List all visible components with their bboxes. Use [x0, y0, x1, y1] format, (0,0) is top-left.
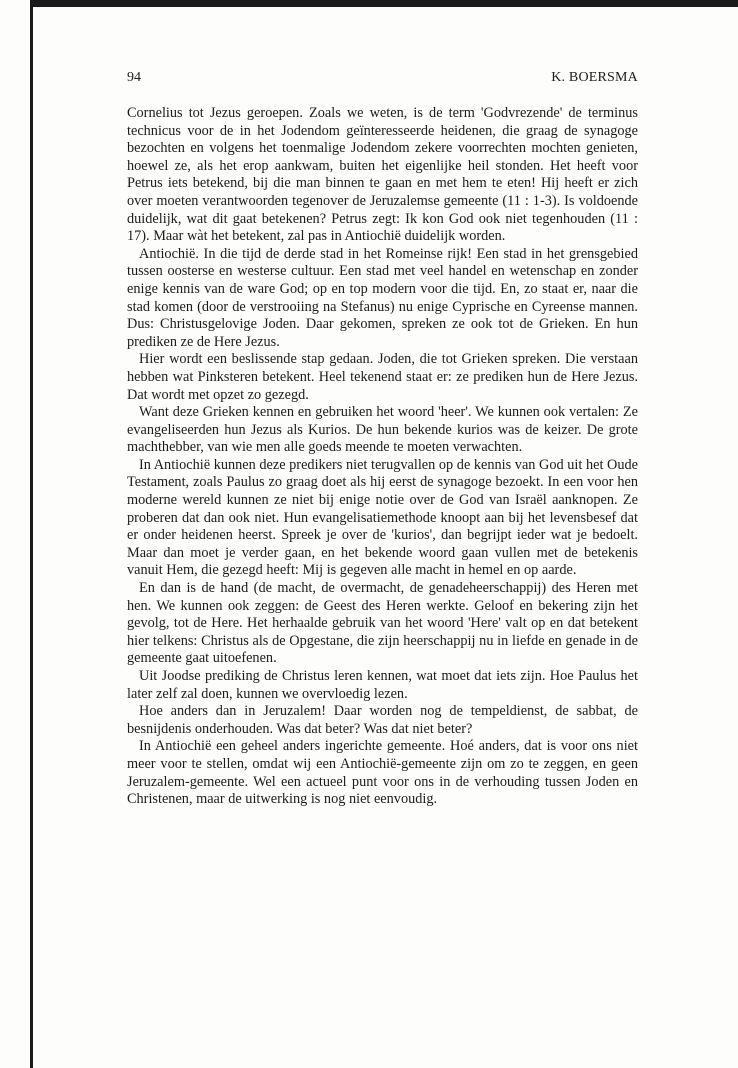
paragraph-4: Want deze Grieken kennen en gebruiken het woord 'heer'. We kunnen ook vertalen: Ze evangeliseerden hun Jezus als Kurios. De hun bekende kurios was de keizer. De grote machthebber, van wie men alle goeds meende te moeten verwachten.: [127, 404, 638, 456]
running-head-author: K. BOERSMA: [551, 70, 638, 85]
paragraph-9: In Antiochië een geheel anders ingerichte gemeente. Hoé anders, dat is voor ons niet meer voor te stellen, omdat wij een Antiochië-gemeente zijn om zo te zeggen, en geen Jeruzalem-gemeente. Wel een actueel punt voor ons in de verhouding tussen Joden en Christenen, maar de uitwerking is nog niet eenvoudig.: [127, 738, 638, 808]
page-header: [127, 70, 638, 90]
scan-edge-top: [32, 0, 738, 7]
paragraph-1: Cornelius tot Jezus geroepen. Zoals we weten, is de term 'Godvrezende' de terminus technicus voor de in het Jodendom geïnteresseerde heidenen, die graag de synagoge bezochten en volgens het toenmalige Jodendom zekere voorrechten mochten genieten, hoewel ze, als het erop aankwam, buiten het eigenlijke heil stonden. Het heeft voor Petrus iets betekend, bij die man binnen te gaan en met hem te eten! Hij heeft er zich over moeten verantwoorden tegenover de Jeruzalemse gemeente (11 : 1-3). Is voldoende duidelijk, wat dit gaat betekenen? Petrus zegt: Ik kon God ook niet tegenhouden (11 : 17). Maar wàt het betekent, zal pas in Antiochië duidelijk worden.: [127, 105, 638, 245]
paragraph-7: Uit Joodse prediking de Christus leren kennen, wat moet dat iets zijn. Hoe Paulus het later zelf zal doen, kunnen we overvloedig lezen.: [127, 668, 638, 702]
paragraph-5: In Antiochië kunnen deze predikers niet terugvallen op de kennis van God uit het Oude Testament, zoals Paulus zo graag doet als hij eerst de synagoge bezoekt. In een voor hen moderne wereld kunnen ze niet bij enige notie over de God van Israël aanknopen. Ze proberen dat dan ook niet. Hun evangelisatiemethode knoopt aan bij het levensbesef dat er onder heidenen heerst. Spreek je over de 'kurios', dan begrijpt ieder wat je bedoelt. Maar dan moet je verder gaan, en het bekende woord gaan vullen met de betekenis vanuit Hem, die gezegd heeft: Mij is gegeven alle macht in hemel en op aarde.: [127, 456, 638, 579]
body-text: [127, 105, 638, 809]
scan-edge-left: [30, 0, 33, 1068]
paragraph-6: En dan is de hand (de macht, de overmacht, de genadeheerschappij) des Heren met hen. We kunnen ook zeggen: de Geest des Heren werkte. Geloof en bekering zijn het gevolg, tot de Here. Het herhaalde gebruik van het woord 'Here' valt op en dat betekent hier telkens: Christus als de Opgestane, die zijn heerschappij nu in liefde en genade in de gemeente gaat uitoefenen.: [127, 580, 638, 667]
paragraph-8: Hoe anders dan in Jeruzalem! Daar worden nog de tempeldienst, de sabbat, de besnijdenis onderhouden. Was dat beter? Was dat niet beter?: [127, 703, 638, 737]
paragraph-3: Hier wordt een beslissende stap gedaan. Joden, die tot Grieken spreken. Die verstaan hebben wat Pinksteren betekent. Heel tekenend staat er: ze prediken hun de Here Jezus. Dat wordt met opzet zo gezegd.: [127, 351, 638, 403]
paragraph-2: Antiochië. In die tijd de derde stad in het Romeinse rijk! Een stad in het grensgebied tussen oosterse en westerse cultuur. Een stad met veel handel en wetenschap en zonder enige kennis van de ware God; op en top modern voor die tijd. En, zo staat er, naar die stad komen (door de verstrooiing na Stefanus) nu enige Cyprische en Cyreense mannen. Dus: Christusgelovige Joden. Daar gekomen, spreken ze ook tot de Grieken. En hun prediken ze de Here Jezus.: [127, 245, 638, 350]
page-number: 94: [127, 70, 141, 85]
